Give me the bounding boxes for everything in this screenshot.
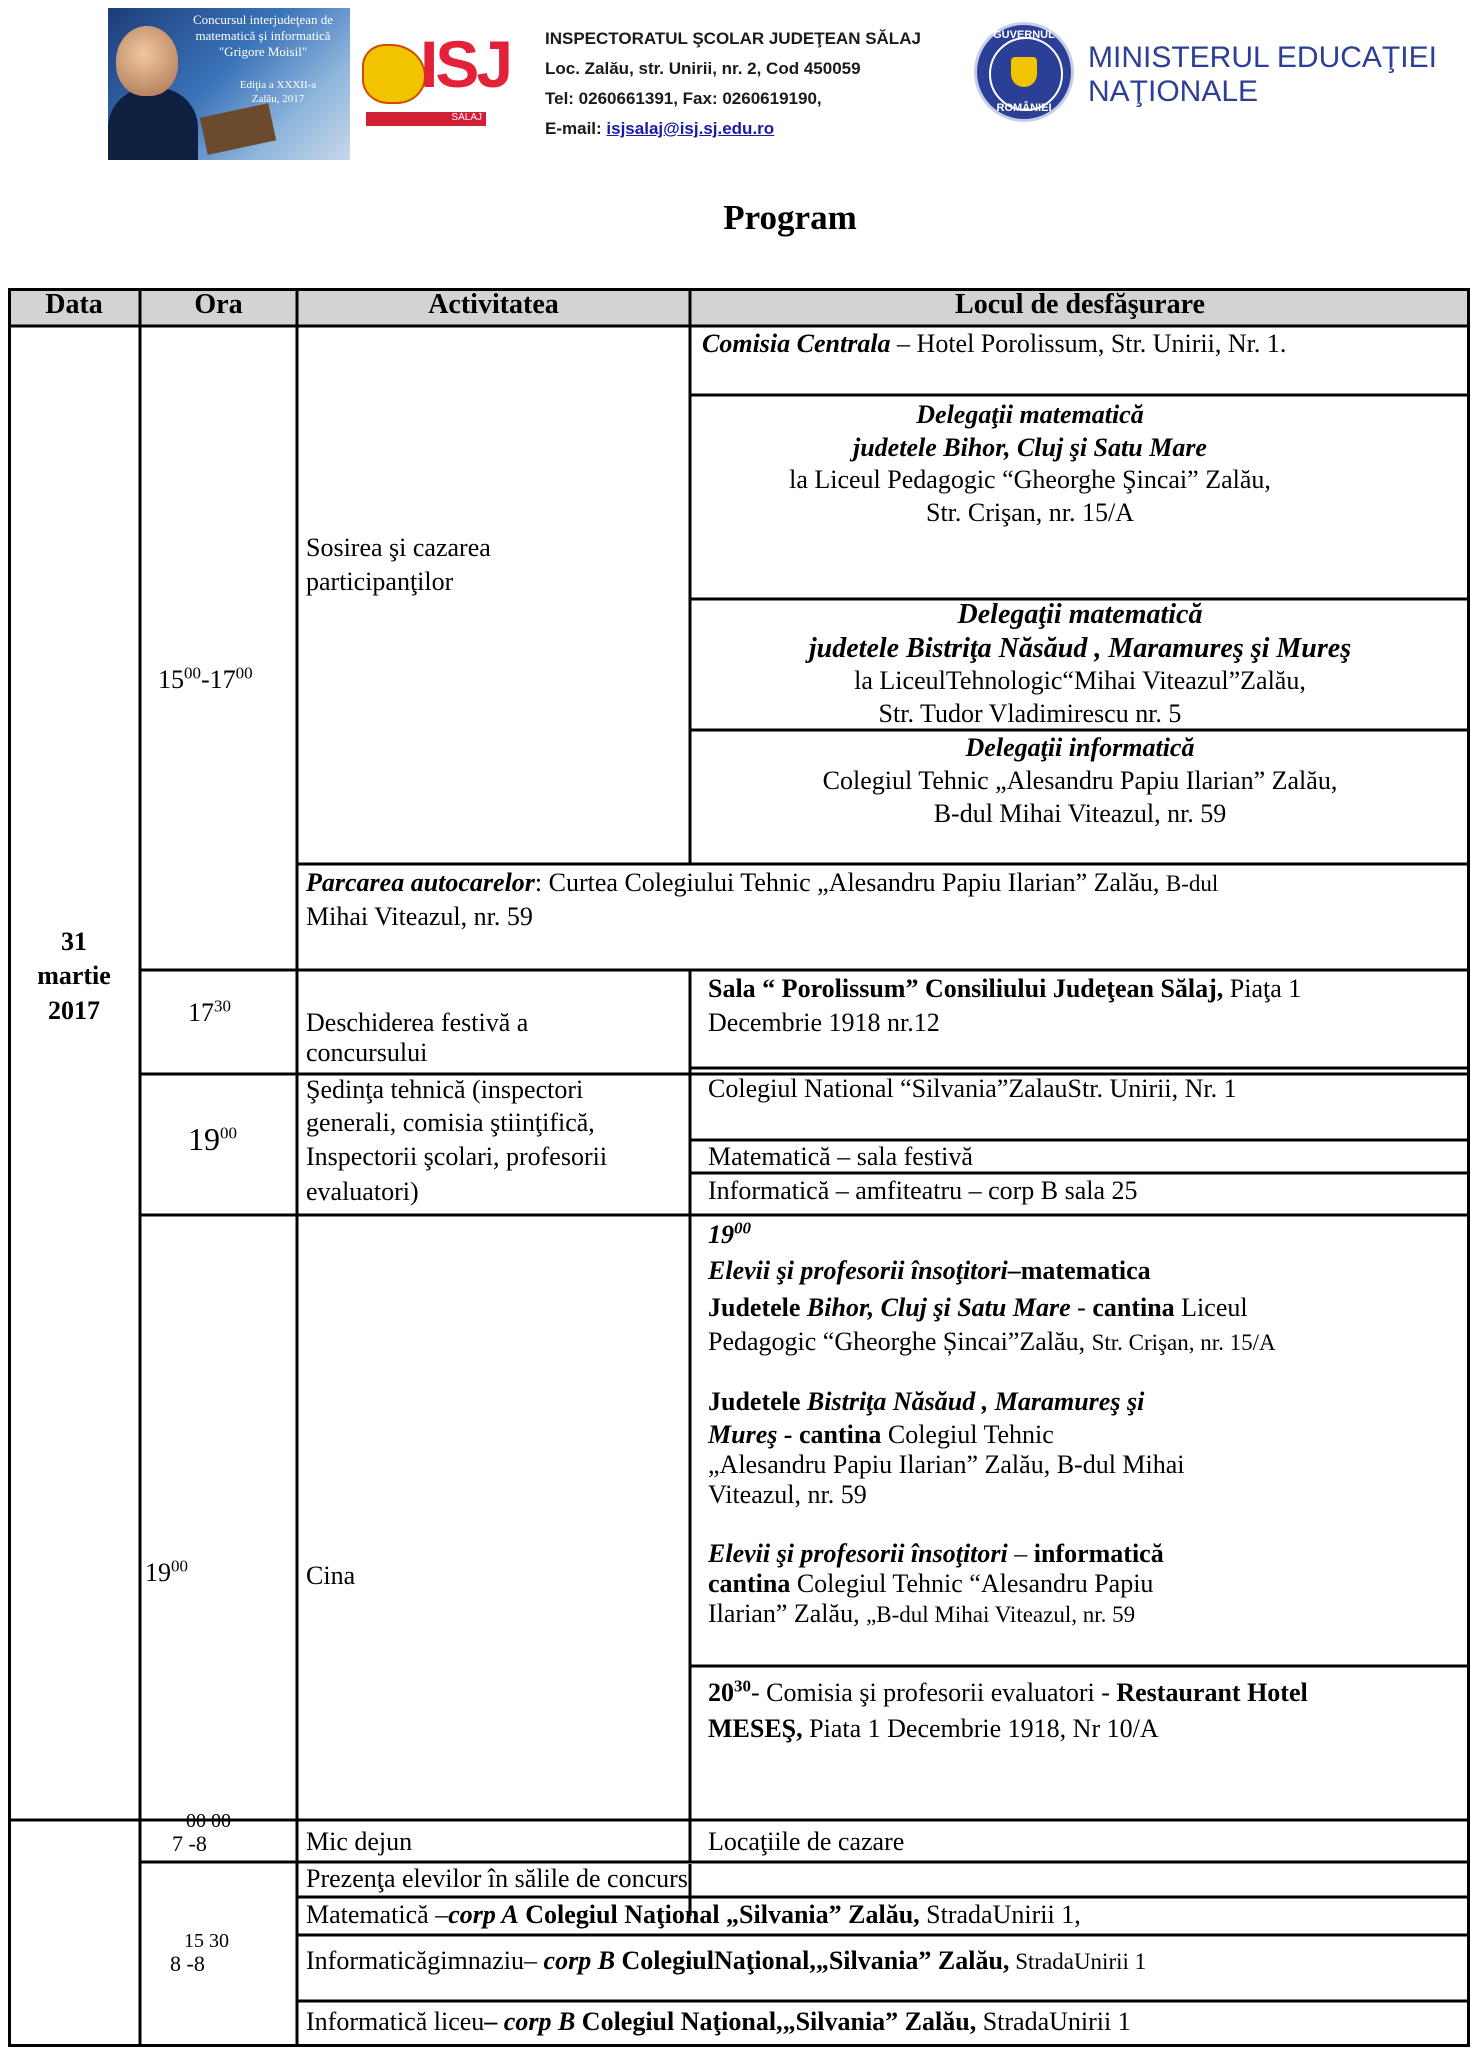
d2-math-street: StradaUnirii 1, — [919, 1900, 1081, 1929]
d2-infog-row — [306, 1944, 1146, 1978]
slot4-l2-mid: - — [1070, 1293, 1093, 1322]
math1-title: Delegaţii matematică — [916, 400, 1144, 429]
slot4-l5-rest: Colegiul Tehnic — [881, 1420, 1054, 1449]
info-address: B-dul Mihai Viteazul, nr. 59 — [933, 799, 1227, 828]
d2-math-school: Colegiul Naţional „Silvania” Zalău, — [518, 1900, 920, 1929]
d2-slot2-time-sup: 15 30 — [184, 1930, 229, 1952]
d2-infol-a: Informatică liceu — [306, 2007, 485, 2036]
slot2-activity-l1: Deschiderea festivă a — [306, 1008, 529, 1037]
slot2-place-square: Piaţa 1 — [1223, 974, 1302, 1003]
slot4-l3 — [708, 1325, 1276, 1359]
slot2-time-hour: 17 — [188, 998, 214, 1027]
slot4-l2-b2: cantina — [1092, 1293, 1175, 1322]
date-day: 31 — [61, 927, 87, 956]
col-header-ora: Ora — [194, 289, 243, 320]
email-label: E-mail: — [545, 119, 607, 138]
slot4-l10-small: „B-dul Mihai Viteazul, nr. 59 — [866, 1602, 1136, 1627]
slot4-l9-b: cantina — [708, 1569, 791, 1598]
slot4-l9 — [708, 1567, 1153, 1600]
slot4-time-sup: 00 — [171, 1556, 188, 1576]
slot2-place-l2: Decembrie 1918 nr.12 — [708, 1008, 940, 1037]
ministry-name: MINISTERUL EDUCAŢIEI NAŢIONALE — [1088, 41, 1437, 108]
slot3-info-room: Informatică – amfiteatru – corp B sala 25 — [708, 1176, 1138, 1205]
info-school: Colegiul Tehnic „Alesandru Papiu Ilarian” Zalău, — [822, 766, 1338, 795]
program-table — [8, 288, 1470, 2048]
slot1-central — [702, 327, 1286, 360]
institution-name: INSPECTORATUL ŞCOLAR JUDEŢEAN SĂLAJ — [545, 29, 921, 48]
slot2-place — [708, 972, 1301, 1005]
central-commission: Comisia Centrala — [702, 329, 891, 358]
slot4-place-time — [708, 1218, 751, 1251]
slot2-place-hall: Sala “ Porolissum” Consiliului Judeţean Sălaj, — [708, 974, 1224, 1003]
info-title: Delegaţii informatică — [965, 733, 1195, 762]
slot4-l4 — [708, 1385, 1144, 1418]
slot4-l2 — [708, 1291, 1248, 1324]
slot1-activity-l2: participanţilor — [306, 567, 454, 596]
dinner-time-hour: 20 — [708, 1678, 734, 1707]
slot4-l3-main: Pedagogic “Gheorghe Șincai”Zalău, — [708, 1327, 1092, 1356]
contest-logo-edition — [218, 78, 338, 106]
email-link[interactable]: isjsalaj@isj.sj.edu.ro — [606, 119, 775, 138]
slot2-time-sup: 30 — [214, 996, 231, 1016]
slot4-l8 — [708, 1537, 1164, 1570]
dinner-time-sup: 30 — [734, 1676, 751, 1696]
slot4-l1 — [708, 1254, 1151, 1287]
slot4-l5-b: cantina — [792, 1420, 882, 1449]
d2-math-row — [306, 1898, 1081, 1931]
slot1-activity-l1: Sosirea şi cazarea — [306, 533, 491, 562]
slot2-time — [188, 996, 231, 1029]
slot3-time — [188, 1123, 237, 1156]
dinner-l1-rest: - Comisia şi profesorii evaluatori - — [751, 1678, 1117, 1707]
county-map-icon — [362, 44, 426, 104]
government-seal-icon — [974, 22, 1074, 122]
slot4-time-hour: 19 — [145, 1558, 171, 1587]
isj-logo — [358, 26, 511, 130]
slot4-l8-rest: – — [1007, 1539, 1034, 1568]
slot4-time — [145, 1556, 188, 1589]
isj-letters: ISJ — [420, 27, 511, 101]
slot3-math-room: Matematică – sala festivă — [708, 1142, 973, 1171]
slot4-l6: „Alesandru Papiu Ilarian” Zalău, B-dul Mihai — [708, 1450, 1185, 1479]
slot4-l2-rest: Liceul — [1174, 1293, 1248, 1322]
math2-address: Str. Tudor Vladimirescu nr. 5 — [878, 699, 1182, 728]
slot3-activity-l4: evaluatori) — [306, 1177, 419, 1206]
seal-top-text: GUVERNUL — [993, 29, 1055, 41]
slot3-activity-l2: generali, comisia ştiinţifică, — [306, 1108, 595, 1137]
slot1-time-end: 17 — [209, 665, 236, 694]
slot4-l4-bi: Bistriţa Năsăud , Maramureş şi — [806, 1387, 1145, 1416]
d2-slot1-time-sup: 00 00 — [186, 1810, 231, 1832]
slot1-time-start-sup: 00 — [184, 663, 201, 683]
institution-info — [545, 24, 921, 144]
logo-line2: matematică şi informatică — [195, 28, 331, 43]
d2-slot1-place: Locaţiile de cazare — [708, 1827, 905, 1856]
slot4-l1-b: –matematica — [1007, 1256, 1151, 1285]
slot4-l10 — [708, 1597, 1135, 1631]
slot1-time — [158, 663, 253, 696]
math1-school: la Liceul Pedagogic “Gheorghe Şincai” Zalău, — [789, 465, 1271, 494]
slot4-l2-bi: Bihor, Cluj şi Satu Mare — [806, 1293, 1071, 1322]
slot1-time-sep: - — [201, 665, 210, 694]
logo-figure-suit — [108, 88, 198, 160]
d2-infog-corp: corp B — [537, 1946, 616, 1975]
slot4-l5-bi: Mureş - — [708, 1420, 793, 1449]
isj-county: SĂLAJ — [366, 112, 486, 126]
slot4-l2-b: Judetele — [708, 1293, 807, 1322]
institution-address: Loc. Zalău, str. Unirii, nr. 2, Cod 450059 — [545, 59, 861, 78]
dinner-l2-b: MESEŞ, — [708, 1714, 803, 1743]
d2-slot2-time: 8 -8 — [170, 1951, 205, 1976]
d2-math-a: Matematică – — [306, 1900, 449, 1929]
contest-logo-text — [180, 12, 346, 60]
parking-label: Parcarea autocarelor — [306, 868, 535, 897]
math1-address: Str. Crişan, nr. 15/A — [925, 498, 1134, 527]
page-title: Program — [723, 198, 857, 237]
contest-logo — [108, 8, 350, 160]
slot3-time-hour: 19 — [188, 1121, 220, 1157]
col-header-activitatea: Activitatea — [428, 289, 559, 320]
slot3-place: Colegiul National “Silvania”ZalauStr. Unirii, Nr. 1 — [708, 1074, 1237, 1103]
date-year: 2017 — [48, 996, 100, 1025]
date-month: martie — [37, 961, 111, 990]
math2-counties: judetele Bistriţa Năsăud , Maramureş şi Mureş — [808, 633, 1352, 664]
slot4-l8-b: informatică — [1033, 1539, 1164, 1568]
slot4-place-time-sup: 00 — [734, 1218, 751, 1238]
logo-line5: Zalău, 2017 — [251, 93, 305, 105]
logo-book — [200, 103, 276, 155]
logo-figure-face — [116, 26, 178, 96]
dinner-l1-b: Restaurant Hotel — [1116, 1678, 1308, 1707]
logo-line4: Ediţia a XXXII-a — [239, 79, 317, 91]
d2-math-corp: corp A — [448, 1900, 519, 1929]
d2-infol-dash: – — [484, 2007, 498, 2036]
math1-counties: judetele Bihor, Cluj şi Satu Mare — [853, 433, 1207, 462]
logo-line1: Concursul interjudeţean de — [192, 12, 334, 27]
col-header-locul: Locul de desfăşurare — [955, 289, 1205, 320]
d2-slot1-activity: Mic dejun — [306, 1827, 413, 1856]
slot3-time-sup: 00 — [220, 1123, 237, 1143]
parking-place-small: B-dul — [1165, 871, 1219, 896]
slot4-l7: Viteazul, nr. 59 — [708, 1480, 867, 1509]
slot4-l1-bi: Elevii şi profesorii însoţitori — [708, 1256, 1008, 1285]
slot4-place-time-hour: 19 — [708, 1220, 734, 1249]
slot4-dinner-l2 — [708, 1712, 1159, 1745]
math2-title: Delegaţii matematică — [957, 599, 1203, 630]
central-commission-place: – Hotel Porolissum, Str. Unirii, Nr. 1. — [890, 329, 1287, 358]
slot1-time-start: 15 — [158, 665, 184, 694]
slot4-dinner-l1 — [708, 1676, 1308, 1709]
seal-crest — [1011, 57, 1037, 87]
slot4-l9-rest: Colegiul Tehnic “Alesandru Papiu — [790, 1569, 1154, 1598]
slot4-l8-bi: Elevii şi profesorii însoţitori — [708, 1539, 1008, 1568]
slot1-time-end-sup: 00 — [235, 663, 253, 683]
d2-infol-street: StradaUnirii 1 — [976, 2007, 1131, 2036]
institution-phone: Tel: 0260661391, Fax: 0260619190, — [545, 89, 822, 108]
slot4-l3-small: Str. Crişan, nr. 15/A — [1091, 1330, 1276, 1355]
parking-place: : Curtea Colegiului Tehnic „Alesandru Papiu Ilarian” Zalău, — [534, 868, 1166, 897]
slot3-activity-l3: Inspectorii şcolari, profesorii — [306, 1142, 608, 1171]
slot4-l5 — [708, 1418, 1054, 1451]
seal-bottom-text: ROMÂNIEI — [996, 102, 1052, 114]
d2-slot1-time: 7 -8 — [172, 1831, 207, 1856]
d2-infog-school: ColegiulNaţional,„Silvania” Zalău, — [615, 1946, 1010, 1975]
d2-infog-a: Informaticăgimnaziu– — [306, 1946, 538, 1975]
col-header-data: Data — [45, 289, 103, 320]
d2-infol-row — [306, 2005, 1131, 2038]
d2-presence: Prezenţa elevilor în sălile de concurs — [306, 1864, 688, 1893]
slot2-activity-l2: concursului — [306, 1038, 428, 1067]
parking-row — [306, 866, 1218, 900]
dinner-l2-rest: Piata 1 Decembrie 1918, Nr 10/A — [802, 1714, 1159, 1743]
institution-email-row — [545, 114, 921, 144]
slot4-activity: Cina — [306, 1561, 356, 1590]
slot4-l10-main: Ilarian” Zalău, — [708, 1599, 867, 1628]
logo-line3: "Grigore Moisil" — [218, 44, 308, 59]
d2-infol-school: Colegiul Naţional,„Silvania” Zalău, — [575, 2007, 977, 2036]
letterhead — [108, 8, 1468, 163]
math2-school: la LiceulTehnologic“Mihai Viteazul”Zalău, — [854, 666, 1306, 695]
d2-infol-corp: corp B — [497, 2007, 576, 2036]
d2-infog-street: StradaUnirii 1 — [1009, 1949, 1147, 1974]
slot4-l4-b: Judetele — [708, 1387, 807, 1416]
slot3-activity-l1: Şedinţa tehnică (inspectori — [306, 1075, 584, 1104]
parking-place-l2: Mihai Viteazul, nr. 59 — [306, 902, 533, 931]
